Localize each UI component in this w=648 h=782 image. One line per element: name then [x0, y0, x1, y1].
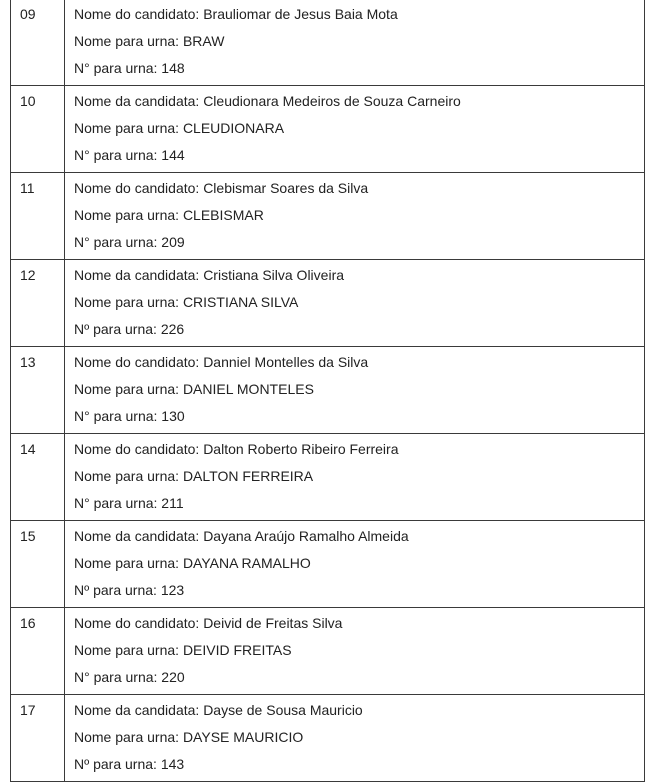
urn-number: N° para urna: 130 — [74, 408, 185, 424]
candidate-name: Nome da candidata: Dayana Araújo Ramalho Almeida — [74, 528, 409, 544]
urn-number: N° para urna: 148 — [74, 60, 185, 76]
row-number: 15 — [11, 521, 65, 608]
candidate-info — [65, 0, 645, 86]
row-number: 12 — [11, 260, 65, 347]
table-row — [11, 86, 645, 173]
candidates-table-container — [10, 0, 645, 782]
row-number: 13 — [11, 347, 65, 434]
candidate-info — [65, 521, 645, 608]
candidate-name: Nome da candidata: Cleudionara Medeiros de Souza Carneiro — [74, 93, 461, 109]
urn-number: N° para urna: 144 — [74, 147, 185, 163]
candidate-info — [65, 173, 645, 260]
table-row — [11, 434, 645, 521]
candidates-table — [10, 0, 645, 782]
row-number: 17 — [11, 695, 65, 782]
urn-name: Nome para urna: CRISTIANA SILVA — [74, 294, 299, 310]
urn-number: Nº para urna: 123 — [74, 582, 185, 598]
table-row — [11, 173, 645, 260]
row-number: 16 — [11, 608, 65, 695]
candidate-name: Nome da candidata: Cristiana Silva Oliveira — [74, 267, 345, 283]
urn-name: Nome para urna: DAYANA RAMALHO — [74, 555, 311, 571]
table-row — [11, 347, 645, 434]
candidate-name: Nome do candidato: Clebismar Soares da Silva — [74, 180, 369, 196]
candidate-info — [65, 608, 645, 695]
urn-name: Nome para urna: DANIEL MONTELES — [74, 381, 314, 397]
row-number: 10 — [11, 86, 65, 173]
table-row — [11, 695, 645, 782]
candidate-name: Nome do candidato: Deivid de Freitas Silva — [74, 615, 343, 631]
urn-number: N° para urna: 211 — [74, 495, 184, 511]
urn-name: Nome para urna: CLEBISMAR — [74, 207, 264, 223]
urn-number: N° para urna: 220 — [74, 669, 185, 685]
table-row — [11, 608, 645, 695]
urn-number: N° para urna: 209 — [74, 234, 185, 250]
row-number: 11 — [11, 173, 65, 260]
table-row — [11, 521, 645, 608]
row-number: 09 — [11, 0, 65, 86]
urn-number: Nº para urna: 226 — [74, 321, 185, 337]
candidate-info — [65, 86, 645, 173]
candidate-name: Nome do candidato: Brauliomar de Jesus Baia Mota — [74, 6, 398, 22]
candidate-info — [65, 434, 645, 521]
urn-name: Nome para urna: CLEUDIONARA — [74, 120, 285, 136]
candidate-info — [65, 260, 645, 347]
table-row — [11, 0, 645, 86]
candidate-name: Nome da candidata: Dayse de Sousa Mauricio — [74, 702, 363, 718]
row-number: 14 — [11, 434, 65, 521]
urn-name: Nome para urna: DAYSE MAURICIO — [74, 729, 304, 745]
candidate-info — [65, 695, 645, 782]
candidate-name: Nome do candidato: Danniel Montelles da Silva — [74, 354, 369, 370]
table-row — [11, 260, 645, 347]
urn-name: Nome para urna: DALTON FERREIRA — [74, 468, 314, 484]
candidate-name: Nome do candidato: Dalton Roberto Ribeiro Ferreira — [74, 441, 399, 457]
candidate-info — [65, 347, 645, 434]
urn-name: Nome para urna: BRAW — [74, 33, 225, 49]
urn-name: Nome para urna: DEIVID FREITAS — [74, 642, 292, 658]
urn-number: Nº para urna: 143 — [74, 756, 185, 772]
